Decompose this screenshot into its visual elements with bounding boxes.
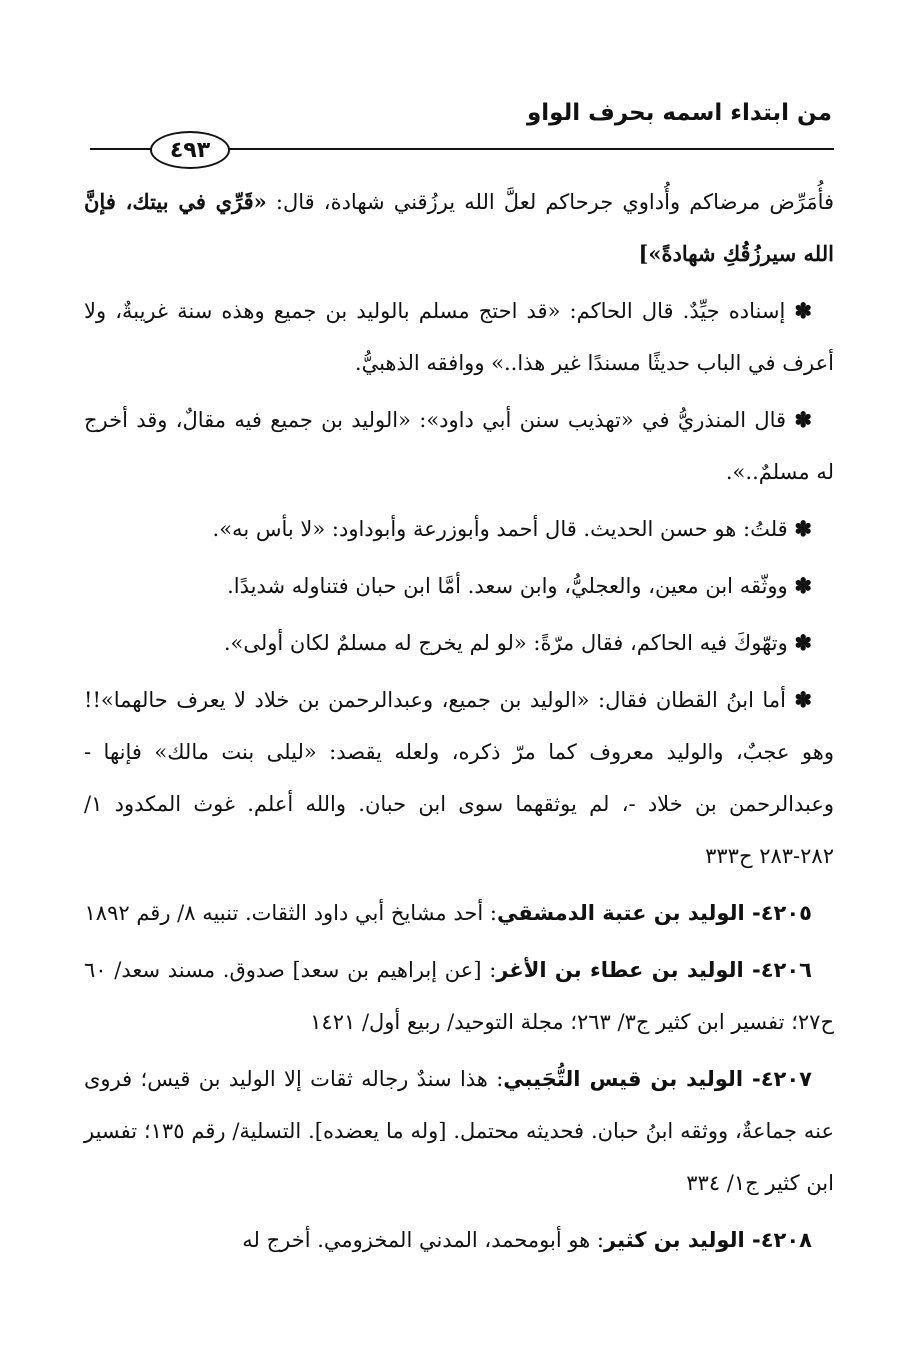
entry-4208: ٤٢٠٨- الوليد بن كثير: هو أبومحمد، المدني المخزومي. أخرج له — [242, 1228, 812, 1252]
star-marker: ✽ — [794, 298, 812, 323]
star-marker: ✽ — [794, 407, 812, 432]
paragraph-hakim: ✽ وتهّوكَ فيه الحاكم، فقال مرّةً: «لو لم يخرج له مسلمٌ لكان أولى». — [223, 630, 812, 655]
entry-4205: ٤٢٠٥- الوليد بن عتبة الدمشقي: أحد مشايخ أبي داود الثقات. تنبيه ٨/ رقم ١٨٩٢ — [84, 901, 812, 925]
star-marker: ✽ — [794, 516, 812, 541]
paragraph-isnad: ✽ إسناده جيِّدٌ. قال الحاكم: «قد احتج مسلم بالوليد بن جميع وهذه سنة غريبةٌ، ولا أعرف في الباب حديثًا مسندًا غير هذا..» ووافقه الذهبيُّ. — [84, 298, 834, 375]
entry-4207: ٤٢٠٧- الوليد بن قيس التُّجَيبي: هذا سندٌ رجاله ثقات إلا الوليد بن قيس؛ فروى عنه جماعةٌ، ووثقه ابنُ حبان. فحديثه محتمل. [وله ما يعضده]. التسلية/ رقم ١٣٥؛ تفسير ابن كثير ج١/ ٣٣٤ — [84, 1067, 834, 1195]
body-text — [84, 176, 834, 1271]
star-marker: ✽ — [794, 573, 812, 598]
entry-heading: ٤٢٠٧- الوليد بن قيس التُّجَيبي — [503, 1067, 812, 1091]
star-marker: ✽ — [794, 630, 812, 655]
entry-heading: ٤٢٠٥- الوليد بن عتبة الدمشقي — [496, 901, 812, 925]
star-marker: ✽ — [794, 687, 812, 712]
entry-heading: ٤٢٠٨- الوليد بن كثير — [604, 1228, 812, 1252]
running-title: من ابتداء اسمه بحرف الواو — [526, 100, 832, 126]
paragraph-mundhiri: ✽ قال المنذريُّ في «تهذيب سنن أبي داود»: «الوليد بن جميع فيه مقالٌ، وقد أخرج له مسلمٌ..». — [84, 407, 834, 484]
entry-heading: ٤٢٠٦- الوليد بن عطاء بن الأغر — [496, 958, 812, 982]
paragraph-ibn-qattan: ✽ أما ابنُ القطان فقال: «الوليد بن جميع، وعبدالرحمن بن خلاد لا يعرف حالهما»!! وهو عجبٌ، والوليد معروف كما مرّ ذكره، ولعله يقصد: «ليلى بنت مالك» فإنها - وعبدالرحمن بن خلاد -، لم يوثقهما سوى ابن حبان. والله أعلم. غوث المكدود ١/ ٢٨٢-٢٨٣ ح٣٣٣ — [84, 687, 834, 868]
paragraph-wathaqahu: ✽ ووثّقه ابن معين، والعجليُّ، وابن سعد. أمَّا ابن حبان فتناوله شديدًا. — [227, 573, 812, 598]
quote-bold: «قَرِّي في بيتك، فإنَّ الله سيرزُقُكِ شهادةً»] — [84, 189, 834, 266]
page-number-badge: ٤٩٣ — [150, 131, 230, 169]
paragraph-continuation: فأُمَرِّض مرضاكم وأُداوي جرحاكم لعلَّ الله يرزُقني شهادة، قال: «قَرِّي في بيتك، فإنَّ الله سيرزُقُكِ شهادةً»] — [84, 189, 834, 266]
paragraph-qultu: ✽ قلتُ: هو حسن الحديث. قال أحمد وأبوزرعة وأبوداود: «لا بأس به». — [212, 516, 812, 541]
entry-4206: ٤٢٠٦- الوليد بن عطاء بن الأغر: [عن إبراهيم بن سعد] صدوق. مسند سعد/ ٦٠ ح٢٧؛ تفسير ابن كثير ج٣/ ٢٦٣؛ مجلة التوحيد/ ربيع أول/ ١٤٢١ — [84, 958, 834, 1034]
